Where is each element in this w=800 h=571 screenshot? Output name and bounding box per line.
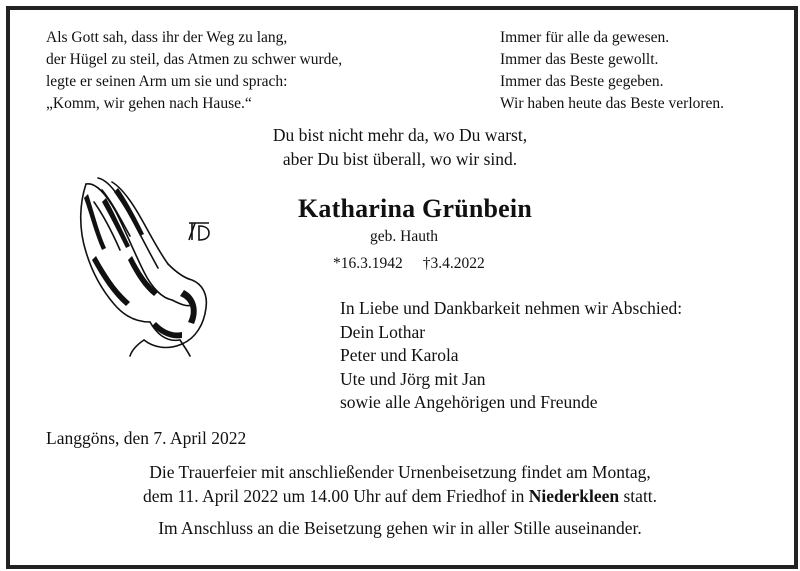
mourners	[340, 297, 682, 415]
quote-line: Du bist nicht mehr da, wo Du warst,	[272, 125, 528, 145]
deceased-name: Katharina Grünbein	[297, 194, 533, 223]
mourners-line: sowie alle Angehörigen und Freunde	[340, 392, 598, 412]
birth-date: *16.3.1942	[333, 255, 403, 272]
service-text: dem 11. April 2022 um 14.00 Uhr auf dem Friedhof in	[142, 486, 529, 506]
service-location: Niederkleen	[528, 486, 620, 506]
service-text: statt.	[619, 486, 658, 506]
quote	[0, 123, 800, 171]
closing-note: Im Anschluss an die Beisetzung gehen wir in aller Stille auseinander.	[158, 518, 642, 538]
poem-left-line: legte er seinen Arm um sie und sprach:	[46, 73, 288, 90]
quote-line: aber Du bist überall, wo wir sind.	[282, 149, 518, 169]
poem-left-line: „Komm, wir gehen nach Hause.“	[46, 95, 252, 112]
poem-left	[46, 27, 342, 115]
mourners-line: Dein Lothar	[340, 321, 426, 342]
mourners-line: In Liebe und Dankbarkeit nehmen wir Abschied:	[340, 298, 683, 318]
death-date: †3.4.2022	[422, 255, 485, 272]
poem-left-line: der Hügel zu steil, das Atmen zu schwer wurde,	[46, 51, 343, 68]
poem-right-line: Immer das Beste gewollt.	[500, 51, 659, 68]
mourners-line: Ute und Jörg mit Jan	[340, 368, 486, 389]
birth-name: geb. Hauth	[370, 228, 439, 245]
poem-right-line: Wir haben heute das Beste verloren.	[500, 95, 725, 112]
mourners-line: Peter und Karola	[340, 345, 459, 365]
service-info	[0, 460, 800, 508]
service-line	[0, 484, 800, 508]
place-date: Langgöns, den 7. April 2022	[46, 428, 247, 448]
poem-right	[500, 27, 724, 115]
life-dates	[333, 255, 485, 273]
service-line: Die Trauerfeier mit anschließender Urnenbeisetzung findet am Montag,	[149, 462, 651, 482]
poem-right-line: Immer für alle da gewesen.	[500, 29, 670, 46]
poem-right-line: Immer das Beste gegeben.	[500, 73, 664, 90]
poem-left-line: Als Gott sah, dass ihr der Weg zu lang,	[46, 29, 288, 46]
